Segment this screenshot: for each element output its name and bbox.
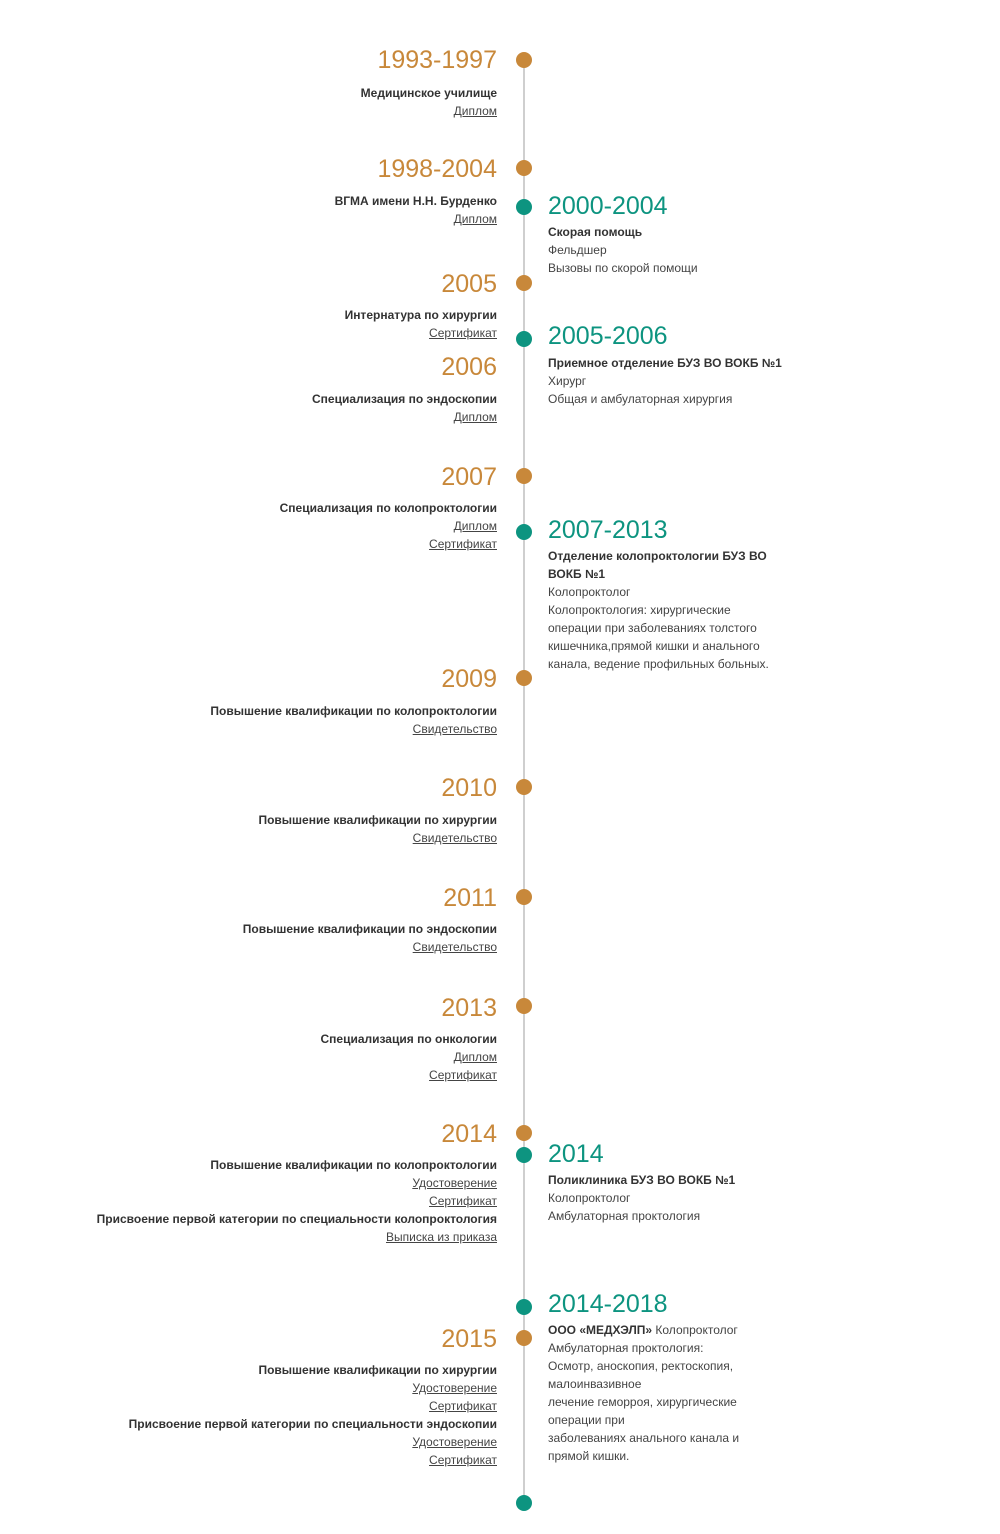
document-link[interactable]: Выписка из приказа	[386, 1230, 497, 1244]
work-detail: Фельдшер	[548, 243, 607, 257]
work-detail: лечение геморроя, хирургические операции при	[548, 1395, 737, 1427]
timeline-end-dot	[516, 1495, 532, 1511]
document-link[interactable]: Свидетельство	[412, 831, 497, 845]
education-entry	[243, 920, 497, 956]
work-dot	[516, 331, 532, 347]
work-detail: Осмотр, аноскопия, ректоскопия, малоинвазивное	[548, 1359, 734, 1391]
education-entry	[97, 1156, 497, 1246]
work-year: 2005-2006	[548, 322, 668, 350]
work-organization: Скорая помощь	[548, 225, 643, 239]
education-title: Специализация по онкологии	[320, 1032, 497, 1046]
work-dot	[516, 524, 532, 540]
education-dot	[516, 160, 532, 176]
work-year: 2007-2013	[548, 516, 668, 544]
work-detail: Амбулаторная проктология:	[548, 1341, 704, 1355]
education-entry	[129, 1361, 497, 1469]
education-year: 2014	[441, 1120, 497, 1148]
document-link[interactable]: Удостоверение	[412, 1176, 497, 1190]
document-link[interactable]: Сертификат	[429, 1068, 497, 1082]
education-title: Специализация по колопроктологии	[279, 501, 497, 515]
education-entry	[210, 702, 497, 738]
document-link[interactable]: Диплом	[453, 410, 497, 424]
education-title: Повышение квалификации по хирургии	[258, 1363, 497, 1377]
document-link[interactable]: Сертификат	[429, 326, 497, 340]
education-entry	[280, 499, 497, 553]
work-entry	[548, 547, 783, 673]
education-year: 1998-2004	[377, 155, 497, 183]
education-year: 2009	[441, 665, 497, 693]
education-title: Повышение квалификации по колопроктологии	[210, 704, 497, 718]
document-link[interactable]: Удостоверение	[412, 1435, 497, 1449]
work-year: 2014-2018	[548, 1290, 668, 1318]
work-organization: Поликлиника БУЗ ВО ВОКБ №1	[548, 1173, 736, 1187]
work-organization: Отделение колопроктологии БУЗ ВО ВОКБ №1	[548, 549, 767, 581]
work-detail: Колопроктолог	[548, 1191, 631, 1205]
work-year: 2000-2004	[548, 192, 668, 220]
education-entry	[258, 811, 497, 847]
education-title: Медицинское училище	[360, 86, 497, 100]
education-dot	[516, 1125, 532, 1141]
education-dot	[516, 1330, 532, 1346]
education-entry	[345, 306, 497, 342]
education-title: Повышение квалификации по эндоскопии	[242, 922, 497, 936]
work-entry	[548, 354, 783, 408]
work-dot	[516, 1147, 532, 1163]
education-dot	[516, 275, 532, 291]
education-entry	[312, 390, 497, 426]
document-link[interactable]: Сертификат	[429, 1194, 497, 1208]
work-detail: Хирург	[548, 374, 587, 388]
document-link[interactable]: Удостоверение	[412, 1381, 497, 1395]
education-dot	[516, 670, 532, 686]
work-entry	[548, 1321, 783, 1465]
education-year: 2005	[441, 270, 497, 298]
document-link[interactable]: Диплом	[453, 212, 497, 226]
education-dot	[516, 889, 532, 905]
education-year: 2013	[441, 994, 497, 1022]
work-detail: Амбулаторная проктология	[548, 1209, 701, 1223]
work-dot	[516, 199, 532, 215]
education-title: Присвоение первой категории по специальности колопроктология	[96, 1212, 497, 1226]
work-organization: Приемное отделение БУЗ ВО ВОКБ №1	[548, 356, 782, 370]
education-title: Повышение квалификации по хирургии	[258, 813, 497, 827]
work-detail: Вызовы по скорой помощи	[548, 261, 698, 275]
education-year: 1993-1997	[377, 46, 497, 74]
work-detail: заболеваниях анального канала и прямой кишки.	[548, 1431, 740, 1463]
education-dot	[516, 998, 532, 1014]
work-detail: Колопроктолог	[548, 585, 631, 599]
document-link[interactable]: Диплом	[453, 104, 497, 118]
work-dot	[516, 1299, 532, 1315]
document-link[interactable]: Сертификат	[429, 537, 497, 551]
education-title: ВГМА имени Н.Н. Бурденко	[334, 194, 497, 208]
education-title: Интернатура по хирургии	[344, 308, 497, 322]
work-organization-line	[548, 1321, 783, 1339]
education-entry	[320, 1030, 497, 1084]
education-dot	[516, 468, 532, 484]
work-entry	[548, 1171, 783, 1225]
education-dot	[516, 779, 532, 795]
education-entry	[361, 84, 497, 120]
work-detail: Общая и амбулаторная хирургия	[548, 392, 733, 406]
work-position: Колопроктолог	[655, 1323, 738, 1337]
document-link[interactable]: Диплом	[453, 1050, 497, 1064]
education-title: Специализация по эндоскопии	[311, 392, 497, 406]
education-year: 2010	[441, 774, 497, 802]
education-dot	[516, 52, 532, 68]
document-link[interactable]: Сертификат	[429, 1453, 497, 1467]
education-year: 2015	[441, 1325, 497, 1353]
education-title: Повышение квалификации по колопроктологии	[210, 1158, 497, 1172]
document-link[interactable]: Диплом	[453, 519, 497, 533]
document-link[interactable]: Свидетельство	[412, 722, 497, 736]
education-entry	[335, 192, 497, 228]
document-link[interactable]: Сертификат	[429, 1399, 497, 1413]
education-year: 2007	[441, 463, 497, 491]
work-organization: ООО «МЕДХЭЛП»	[548, 1323, 653, 1337]
work-detail: Колопроктология: хирургические операции при заболеваниях толстого кишечника,прямой кишки и анального канала, ведение профильных больных.	[548, 603, 769, 671]
document-link[interactable]: Свидетельство	[412, 940, 497, 954]
work-entry	[548, 223, 783, 277]
work-year: 2014	[548, 1140, 604, 1168]
education-year: 2006	[441, 353, 497, 381]
education-year: 2011	[443, 884, 497, 912]
education-title: Присвоение первой категории по специальности эндоскопии	[128, 1417, 497, 1431]
